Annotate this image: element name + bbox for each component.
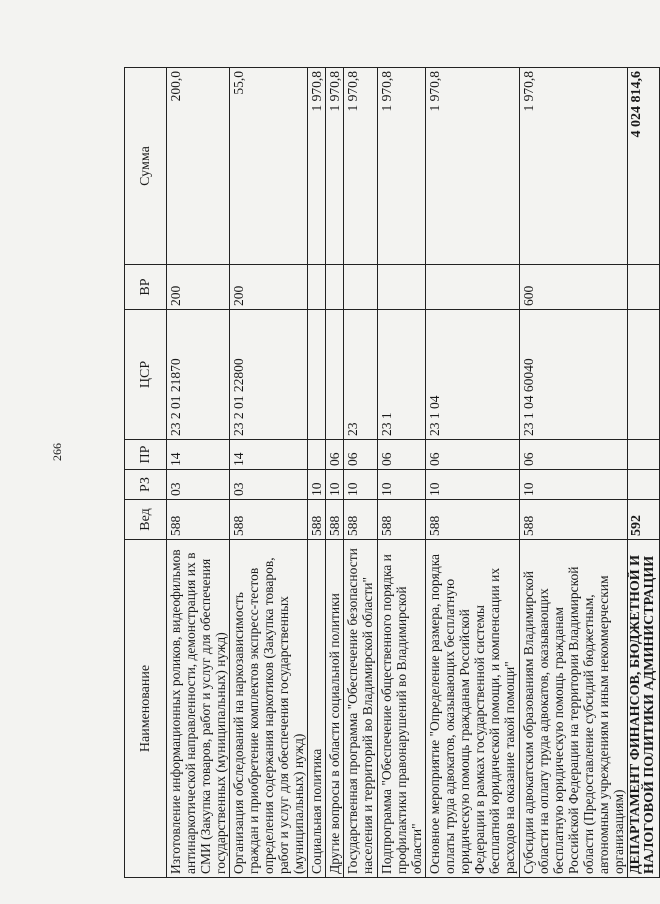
header-sum: Сумма <box>125 68 167 265</box>
cell-csr: 23 1 04 60040 <box>520 310 628 440</box>
cell-rz: 10 <box>326 470 344 500</box>
budget-table-frame <box>124 68 657 878</box>
cell-pr: 06 <box>326 440 344 470</box>
cell-name: Другие вопросы в области социальной политики <box>326 540 344 878</box>
cell-sum: 200,0 <box>167 68 230 265</box>
cell-name: Изготовление информационных роликов, видеофильмов антинаркотической направленности, демонстрация их в СМИ (Закупка товаров, работ и услуг для обеспечения государственных (муниципальных) нужд) <box>167 540 230 878</box>
cell-rz: 03 <box>230 470 308 500</box>
cell-csr: 23 1 04 <box>426 310 520 440</box>
budget-table-rotated <box>124 68 657 878</box>
cell-pr: 06 <box>378 440 426 470</box>
cell-sum: 1 970,8 <box>308 68 326 265</box>
cell-name: Подпрограмма "Обеспечение общественного порядка и профилактики правонарушений во Владимирской области" <box>378 540 426 878</box>
cell-rz: 10 <box>520 470 628 500</box>
cell-vr: 200 <box>230 265 308 310</box>
cell-ved: 592 <box>628 500 660 540</box>
cell-ved: 588 <box>167 500 230 540</box>
cell-ved: 588 <box>326 500 344 540</box>
cell-vr: 600 <box>520 265 628 310</box>
table-row <box>326 68 344 878</box>
cell-ved: 588 <box>426 500 520 540</box>
cell-csr: 23 2 01 22800 <box>230 310 308 440</box>
cell-ved: 588 <box>344 500 378 540</box>
header-name: Наименование <box>125 540 167 878</box>
cell-name: Субсидии адвокатским образованиям Владимирской области на оплату труда адвокатов, оказывающих бесплатную юридическую помощь гражданам Российской Федерации на территории Владимирской области (Предоставление субсидий бюджетным, автономным учреждениям и иным некоммерческим организациям) <box>520 540 628 878</box>
cell-pr <box>308 440 326 470</box>
cell-csr: 23 2 01 21870 <box>167 310 230 440</box>
cell-pr: 06 <box>344 440 378 470</box>
table-row-department-total <box>628 68 660 878</box>
header-ved: Вед <box>125 500 167 540</box>
table-row <box>378 68 426 878</box>
table-row <box>426 68 520 878</box>
cell-vr <box>426 265 520 310</box>
cell-name: ДЕПАРТАМЕНТ ФИНАНСОВ, БЮДЖЕТНОЙ И НАЛОГОВОЙ ПОЛИТИКИ АДМИНИСТРАЦИИ <box>628 540 660 878</box>
table-row <box>308 68 326 878</box>
table-row <box>230 68 308 878</box>
cell-name: Основное мероприятие "Определение размера, порядка оплаты труда адвокатов, оказывающих бесплатную юридическую помощь гражданам Российской Федерации в рамках государственной системы бесплатной юридической помощи, и компенсации их расходов на оказание такой помощи" <box>426 540 520 878</box>
cell-vr: 200 <box>167 265 230 310</box>
cell-pr: 14 <box>167 440 230 470</box>
cell-csr: 23 <box>344 310 378 440</box>
cell-csr <box>308 310 326 440</box>
cell-vr <box>628 265 660 310</box>
cell-vr <box>308 265 326 310</box>
cell-vr <box>378 265 426 310</box>
cell-pr <box>628 440 660 470</box>
header-pr: ПР <box>125 440 167 470</box>
cell-sum: 1 970,8 <box>326 68 344 265</box>
header-vr: ВР <box>125 265 167 310</box>
cell-pr: 14 <box>230 440 308 470</box>
cell-pr: 06 <box>426 440 520 470</box>
cell-sum: 1 970,8 <box>378 68 426 265</box>
cell-sum: 55,0 <box>230 68 308 265</box>
cell-csr <box>326 310 344 440</box>
cell-ved: 588 <box>308 500 326 540</box>
cell-rz: 10 <box>426 470 520 500</box>
table-header-row <box>125 68 167 878</box>
cell-sum: 1 970,8 <box>426 68 520 265</box>
cell-ved: 588 <box>520 500 628 540</box>
cell-sum: 4 024 814,6 <box>628 68 660 265</box>
cell-rz: 10 <box>378 470 426 500</box>
cell-sum: 1 970,8 <box>344 68 378 265</box>
page-number: 266 <box>50 443 64 461</box>
cell-vr <box>344 265 378 310</box>
cell-ved: 588 <box>378 500 426 540</box>
cell-rz: 03 <box>167 470 230 500</box>
cell-name: Государственная программа "Обеспечение безопасности населения и территорий во Владимирской области" <box>344 540 378 878</box>
cell-vr <box>326 265 344 310</box>
cell-csr: 23 1 <box>378 310 426 440</box>
cell-pr: 06 <box>520 440 628 470</box>
cell-csr <box>628 310 660 440</box>
table-row <box>344 68 378 878</box>
cell-rz: 10 <box>308 470 326 500</box>
cell-rz: 10 <box>344 470 378 500</box>
cell-sum: 1 970,8 <box>520 68 628 265</box>
cell-ved: 588 <box>230 500 308 540</box>
table-row <box>520 68 628 878</box>
header-csr: ЦСР <box>125 310 167 440</box>
header-rz: РЗ <box>125 470 167 500</box>
budget-table <box>124 67 660 878</box>
cell-name: Организация обследований на наркозависимость граждан и приобретение комплектов экспресс-тестов определения содержания наркотиков (Закупка товаров, работ и услуг для обеспечения государственных (муниципальных) нужд) <box>230 540 308 878</box>
cell-rz <box>628 470 660 500</box>
table-row <box>167 68 230 878</box>
cell-name: Социальная политика <box>308 540 326 878</box>
